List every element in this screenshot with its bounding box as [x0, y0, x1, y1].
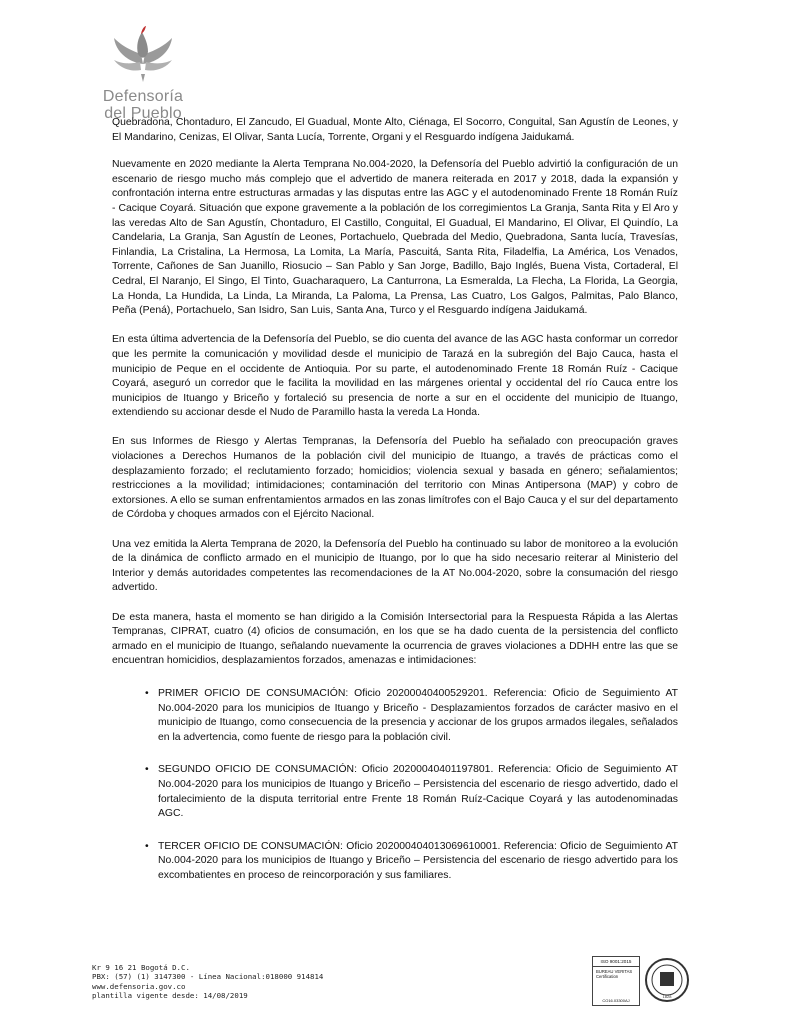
bv-line-2: Certification [596, 974, 619, 979]
paragraph-continuation: Quebradona, Chontaduro, El Zancudo, El Guadual, Monte Alto, Ciénaga, El Socorro, Conguital, San Agustín de Leones, y El Mandarino, Cenizas, El Olivar, Santa Lucía, Torrente, Organi y el Resguardo indígena Jaidukamá. [112, 117, 678, 143]
bureau-veritas-label [593, 967, 639, 981]
paragraph-monitoreo: Una vez emitida la Alerta Temprana de 2020, la Defensoría del Pueblo ha continuado su labor de monitoreo a la evolución de la dinámica de conflicto armado en el municipio de Ituango, por lo que ha sido necesario reiterar al Ministerio del Interior y demás autoridades competentes las recomendaciones de la AT No.004-2020, sobre la consumación del riesgo advertido. [112, 538, 678, 594]
oficios-list [112, 687, 678, 884]
defensoria-logo [88, 24, 198, 124]
bullet-icon: • [145, 764, 149, 776]
list-item [112, 763, 678, 821]
bv-line-1: BUREAU VERITAS [596, 969, 633, 974]
logo-line-1: Defensoría [102, 88, 184, 105]
list-item [112, 687, 678, 745]
oficio-primero: PRIMER OFICIO DE CONSUMACIÓN: Oficio 20200040400529201. Referencia: Oficio de Seguimiento AT No.004-2020 para los municipios de Ituango y Briceño - Desplazamientos forzados de carácter masivo en el municipio de Ituango, como consecuencia de la presencia y accionar de los grupos armados ilegales, señalados en la advertencia, como fuente de riesgo para la población civil. [158, 687, 678, 743]
bullet-icon: • [145, 840, 149, 852]
paragraph-oficios-intro: De esta manera, hasta el momento se han dirigido a la Comisión Intersectorial para la Respuesta Rápida a las Alertas Tempranas, CIPRAT, cuatro (4) oficios de consumación, en los que se ha dado cuenta de la persistencia del conflicto armado en el municipio de Ituango, señalando nuevamente la ocurrencia de graves violaciones a DDHH entre las que se encuentran homicidios, desplazamientos forzados, amenazas e intimidaciones: [112, 611, 678, 667]
seal-year: 1828 [662, 994, 672, 999]
footer-website[interactable]: www.defensoria.gov.co [92, 981, 186, 991]
paragraph-ultima-advertencia: En esta última advertencia de la Defensoría del Pueblo, se dio cuenta del avance de las AGC hasta conformar un corredor que les permite la comunicación y movilidad desde el municipio de Tarazá en la subregión del Bajo Cauca, hasta el municipio de Peque en el occidente de Antioquia. Por su parte, el autodenominado Frente 18 Román Ruíz - Cacique Coyará, aseguró un corredor que le facilita la movilidad en las márgenes oriental y occidental del río Cauca entre los municipios de Ituango y Briceño y fortaleció su presencia de norte a sur en el occidente del municipio de Ituango, extendiendo su accionar desde el Nudo de Paramillo hasta la vereda La Honda. [112, 334, 678, 419]
certification-seals [592, 956, 692, 1006]
paragraph-alerta-2020: Nuevamente en 2020 mediante la Alerta Temprana No.004-2020, la Defensoría del Pueblo advirtió la configuración de un escenario de riesgo mucho más complejo que el advertido de manera reiterada en 2017 y 2018, dada la expansión y confrontación interna entre estructuras armadas y las disputas entre las AGC y el autodenominado Frente 18 Román Ruíz - Cacique Coyará. Situación que expone gravemente a la población de los corregimientos La Granja, Santa Rita y El Aro y las veredas Alto de San Agustín, Chontaduro, El Castillo, Conguital, El Guadual, El Mandarino, El Olivar, El Quindío, La Candelaria, La Granja, San Agustín de Leones, Portachuelo, Quebrada del Medio, Quebradona, Santa lucía, Travesías, Finlandia, La Cristalina, La Hermosa, La Lomita, La María, Pascuitá, Santa Rita, Filadelfia, La América, Los Venados, Torrente, Cañones de San Juanillo, Riosucio – San Pablo y San Jorge, Badillo, Bajo Inglés, Buena Vista, Cortaderal, El Cedral, El Naranjo, El Singo, El Tinto, Guacharaquero, La Canturrona, La Esmeralda, La Flecha, La Florida, La Georgia, La Honda, La Hundida, La Linda, La Miranda, La Paloma, La Prensa, Las Cuatro, Los Galgos, Palmitas, Palo Blanco, Peña (Pená), Portachuelo, San Isidro, San Luis, Santa Ana, Turco y el Resguardo indígena Jaidukamá. [112, 159, 678, 317]
footer-contact [92, 963, 323, 1000]
certificate-code: CO16.03300AJ [602, 998, 630, 1003]
iso-label: ISO 9001:2015 [593, 957, 639, 967]
footer-address: Kr 9 16 21 Bogotá D.C. [92, 963, 190, 972]
oficio-segundo: SEGUNDO OFICIO DE CONSUMACIÓN: Oficio 20200040401197801. Referencia: Oficio de Seguimiento AT No.004-2020 para los municipios de Ituango y Briceño – Persistencia del escenario de riesgo advertido, dado el fortalecimiento de la disputa territorial entre Frente 18 Román Ruíz-Cacique Coyará y las autodenominadas AGC. [158, 764, 678, 820]
bullet-icon: • [145, 687, 149, 699]
logo-line-2: del Pueblo [104, 105, 182, 122]
logo-emblem-icon [108, 24, 178, 88]
footer-phone: PBX: (57) (1) 3147300 - Línea Nacional:018000 914814 [92, 972, 324, 982]
oficio-tercero: TERCER OFICIO DE CONSUMACIÓN: Oficio 202000404013069610001. Referencia: Oficio de Seguimiento AT No.004-2020 para los municipios de Ituango y Briceño – Persistencia del escenario de riesgo advertido para los excombatientes en proceso de reincorporación y sus familiares. [158, 840, 678, 881]
document-body [112, 116, 678, 902]
paragraph-informes-riesgo: En sus Informes de Riesgo y Alertas Tempranas, la Defensoría del Pueblo ha señalado con preocupación graves violaciones a Derechos Humanos de la población civil del municipio de Ituango, a través de prácticas como el desplazamiento forzado; el reclutamiento forzado; homicidios; violencia sexual y basada en género; señalamientos; restricciones a la movilidad; intimidaciones; contaminación del territorio con Minas Antipersona (MAP) y cobro de extorsiones. A ello se suman enfrentamientos armados en las zonas limítrofes con el Bajo Cauca y el sur del departamento de Córdoba y choques armados con el Ejército Nacional. [112, 436, 679, 521]
list-item [112, 840, 678, 884]
bureau-veritas-seal-icon [644, 956, 690, 1004]
iso-certificate-badge [592, 956, 640, 1006]
footer-template-date: plantilla vigente desde: 14/08/2019 [92, 990, 248, 1000]
